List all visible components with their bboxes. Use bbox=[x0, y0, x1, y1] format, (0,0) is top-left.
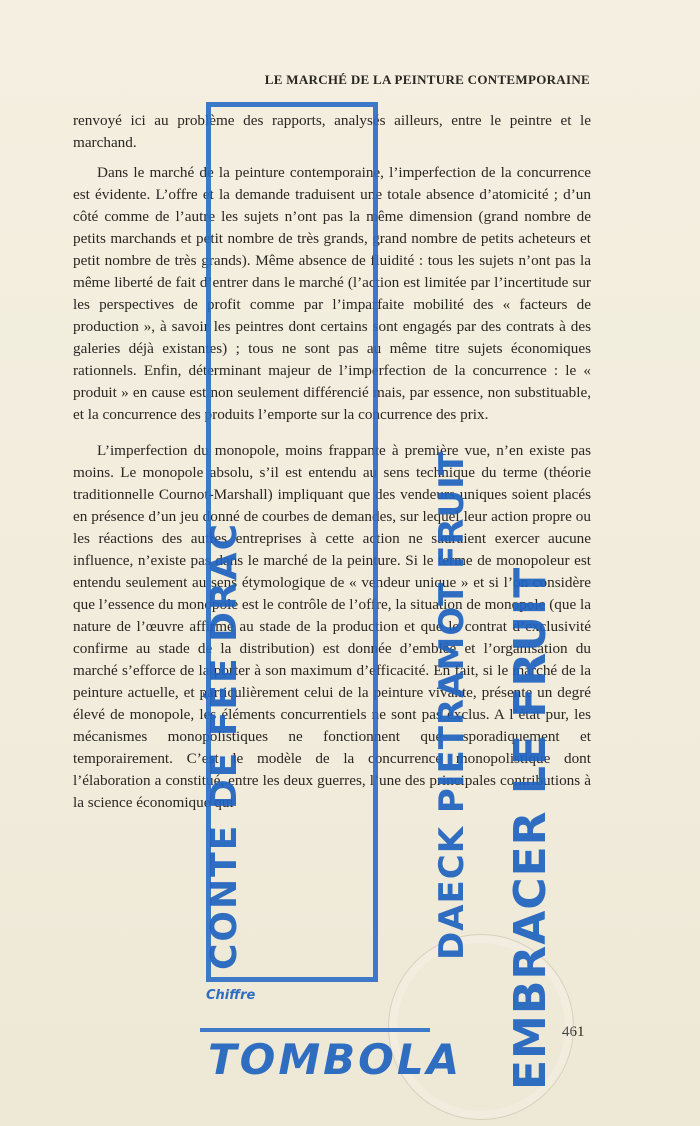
page-number: 461 bbox=[562, 1024, 585, 1040]
tombola-stamp: TOMBOLA bbox=[208, 1035, 463, 1084]
vertical-stamp-3: EMBRACER LE FRUIT bbox=[505, 566, 556, 1090]
tombola-underline bbox=[200, 1028, 430, 1032]
paragraph-continuation: renvoyé ici au problème des rapports, analysés ailleurs, entre le peintre et le marchand. bbox=[73, 112, 591, 151]
paragraph-monopole: L’imperfection du monopole, moins frappante à première vue, n’en existe pas moins. Le monopole absolu, s’il est entendu au sens technique du terme (théorie traditionnelle Cournot-Marshall) impliquant que des vendeurs uniques soient placés en présence d’un jeu donné de courbes de demandes, sur lequel leur action propre ou les réactions des autres entreprises à cette action ne sauraient exercer aucune influence, n’existe pas dans le marché de la peinture. Si le terme de monopoleur est entendu seulement au sens étymologique de « vendeur unique » et si l’on considère que l’essence du monopole est le contrôle de l’offre, la situation de monopole (que la nature de l’œuvre affirme au stade de la production et que le contrat d’exclusivité confirme au stade de la distribution) est donnée d’emblée et l’organisation du marché s’efforce de la porter à son maximum d’efficacité. En fait, si le marché de la peinture actuelle, et particulièrement celui de la peinture vivante, présente un degré élevé de monopole, les éléments concurrentiels ne sont pas exclus. A l’état pur, les mécanismes monopolistiques ne fonctionnent que sporadiquement et temporairement. C’est le modèle de la concurrence monopolistique dont l’élaboration a constitué, entre les deux guerres, l’une des principales contributions à la science économique qui bbox=[73, 442, 591, 811]
running-header: LE MARCHÉ DE LA PEINTURE CONTEMPORAINE bbox=[264, 72, 590, 87]
paragraph-concurrence: Dans le marché de la peinture contemporaine, l’imperfection de la concurrence est évidente. L’offre et la demande traduisent une totale absence d’atomicité ; d’un côté comme de l’autre les sujets n’ont pas la même dimension (grand nombre de petits marchands et petit nombre de très grands, grand nombre de petits acheteurs et petit nombre de très grands). Même absence de fluidité : tous les sujets n’ont pas la même liberté de fait d’entrer dans le marché (l’action est limitée par l’incertitude sur les perspectives de profit comme par l’imparfaite mobilité des « facteurs de production », à savoir les peintres dont certains sont engagés par des contrats à des galeries déjà existantes) ; tous ne sont pas au même titre sujets économiques rationnels. Enfin, déterminant majeur de l’imperfection de la concurrence : le « produit » en cause est non seulement différencié mais, par essence, non substituable, et la concurrence des produits l’emporte sur la concurrence des prix. bbox=[73, 164, 591, 423]
vertical-stamp-2: DAECK PIETRAMOT FRUIT bbox=[432, 450, 472, 960]
vertical-stamp-1: CONTE DE FÉE DRAC bbox=[204, 521, 245, 970]
chiffre-stamp: Chiffre bbox=[206, 988, 256, 1003]
